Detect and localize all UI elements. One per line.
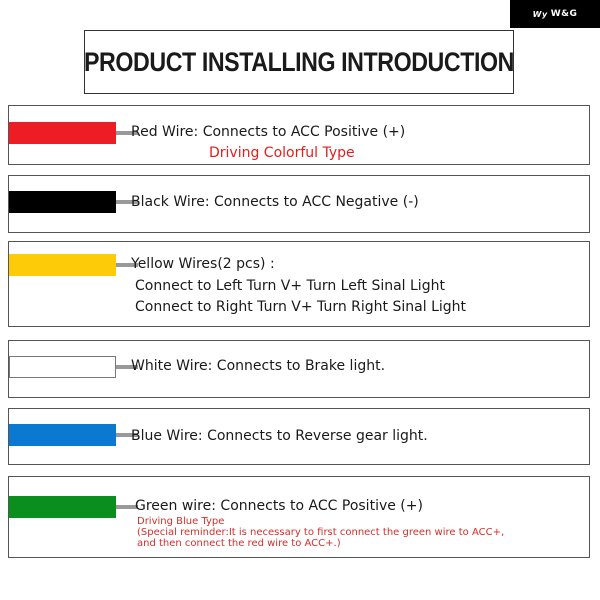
page-title: PRODUCT INSTALLING INTRODUCTION	[84, 46, 514, 77]
yellow-wire-left-turn: Connect to Left Turn V+ Turn Left Sinal Light	[135, 278, 445, 294]
white-wire-label: White Wire: Connects to Brake light.	[131, 358, 386, 374]
yellow-wire-swatch	[9, 254, 116, 276]
blue-wire-swatch	[9, 424, 116, 446]
red-wire-type: Driving Colorful Type	[209, 145, 355, 161]
green-wire-reminder-line1: (Special reminder:It is necessary to first connect the green wire to ACC+,	[137, 527, 505, 538]
white-wire-swatch	[9, 356, 116, 378]
yellow-wire-right-turn: Connect to Right Turn V+ Turn Right Sinal Light	[135, 299, 467, 315]
black-wire-label: Black Wire: Connects to ACC Negative (-)	[131, 194, 419, 210]
brand-name: W&G	[550, 9, 578, 19]
red-wire-row	[8, 105, 590, 165]
brand-mark: Wy	[532, 9, 548, 19]
black-wire-swatch	[9, 191, 116, 213]
yellow-wire-row	[8, 241, 590, 327]
green-wire-swatch	[9, 496, 116, 518]
blue-wire-label: Blue Wire: Connects to Reverse gear light.	[131, 428, 428, 444]
red-wire-label: Red Wire: Connects to ACC Positive (+)	[131, 124, 406, 140]
white-wire-row	[8, 340, 590, 398]
green-wire-reminder-line2: and then connect the red wire to ACC+.)	[137, 538, 341, 549]
title-box	[84, 30, 514, 94]
yellow-wire-label: Yellow Wires(2 pcs) :	[131, 256, 275, 272]
green-wire-row	[8, 476, 590, 558]
green-wire-type: Driving Blue Type	[137, 516, 225, 527]
green-wire-label: Green wire: Connects to ACC Positive (+)	[135, 498, 423, 514]
red-wire-swatch	[9, 122, 116, 144]
brand-logo	[510, 0, 600, 28]
blue-wire-row	[8, 408, 590, 465]
black-wire-row	[8, 175, 590, 233]
